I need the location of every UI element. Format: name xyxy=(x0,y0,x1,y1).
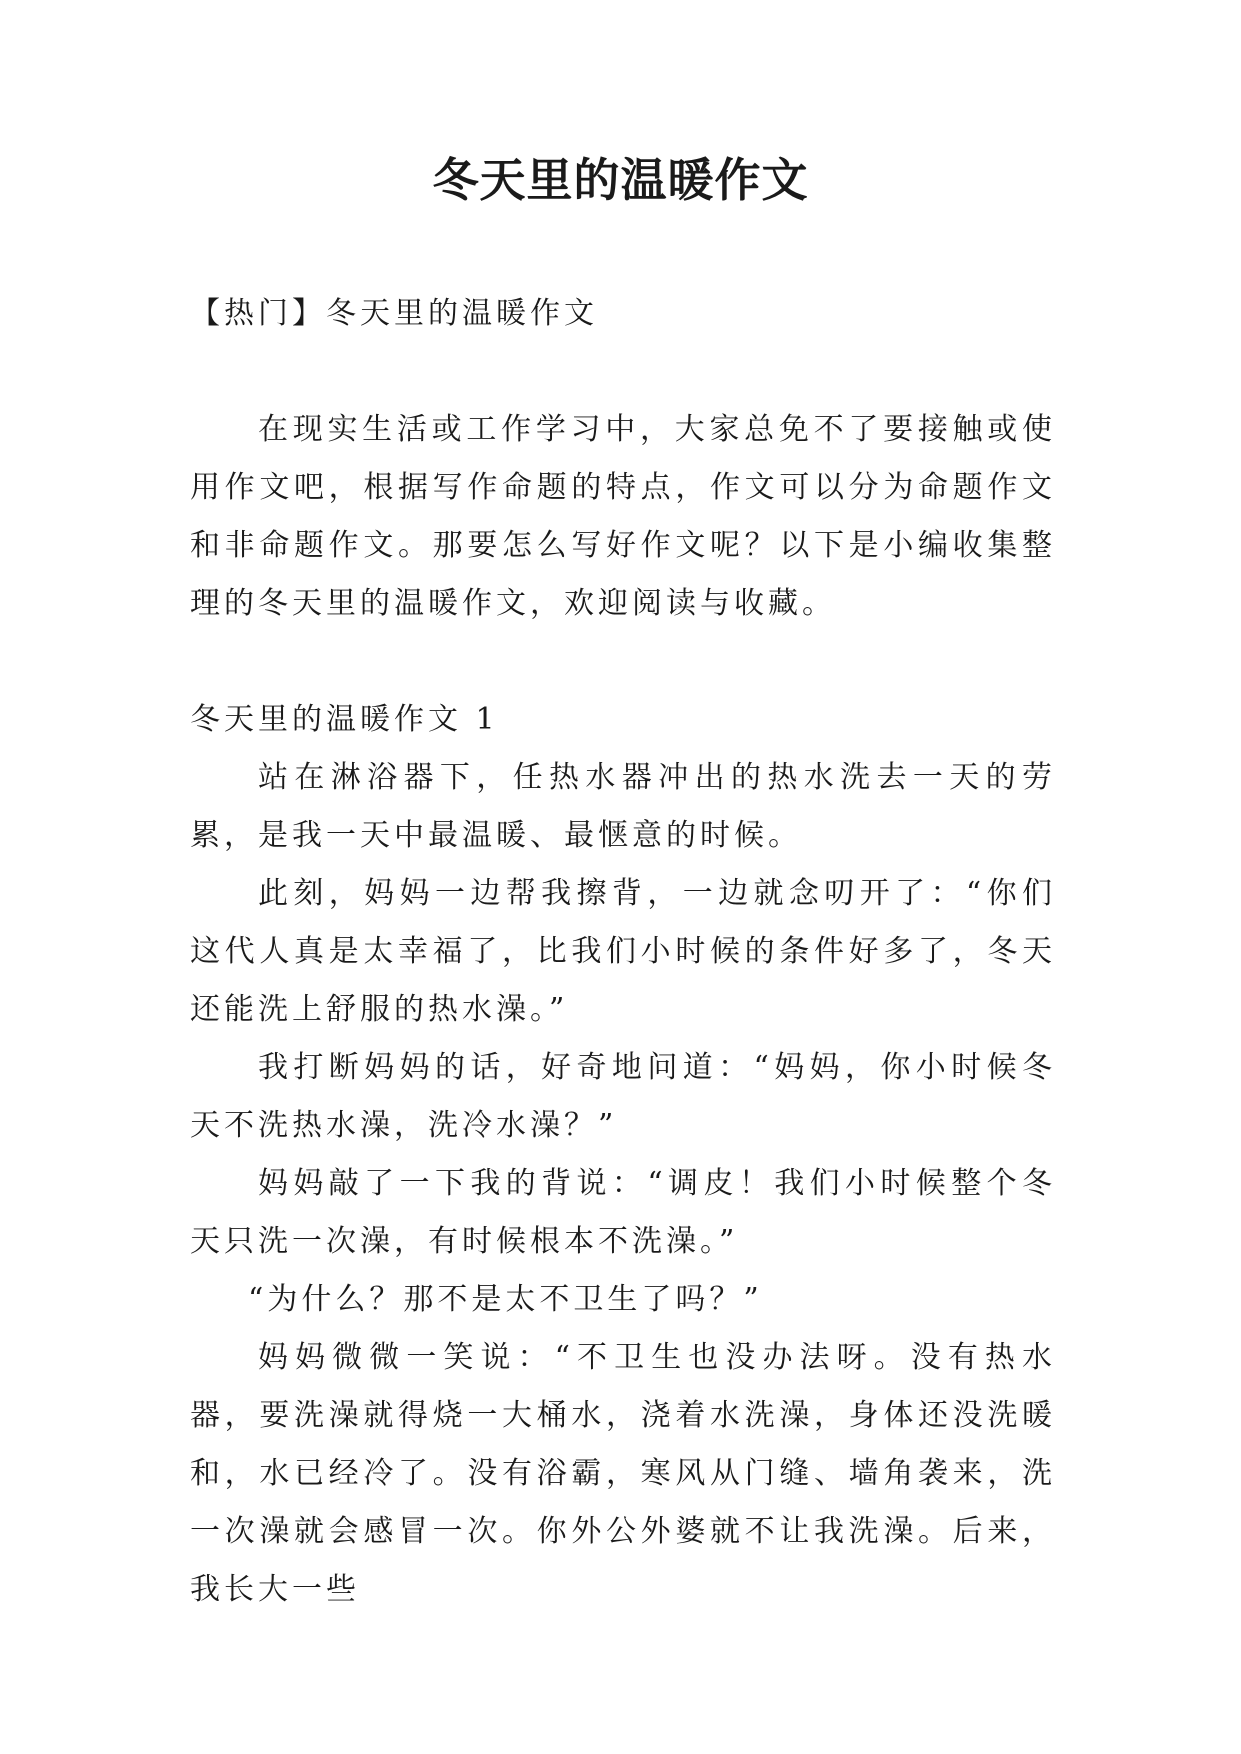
body-paragraph: 此刻，妈妈一边帮我擦背，一边就念叨开了：“你们这代人真是太幸福了，比我们小时候的条件好多了，冬天还能洗上舒服的热水澡。” xyxy=(190,876,1056,1027)
body-paragraph: 站在淋浴器下，任热水器冲出的热水洗去一天的劳累，是我一天中最温暖、最惬意的时候。 xyxy=(190,760,1056,853)
spacer xyxy=(190,343,1056,401)
body-paragraph: 我打断妈妈的话，好奇地问道：“妈妈，你小时候冬天不洗热水澡，洗冷水澡？” xyxy=(190,1050,1056,1143)
document-subtitle: 【热门】冬天里的温暖作文 xyxy=(190,296,598,331)
section-heading: 冬天里的温暖作文 1 xyxy=(190,702,499,737)
body-paragraph: 妈妈微微一笑说：“不卫生也没办法呀。没有热水器，要洗澡就得烧一大桶水，浇着水洗澡，身体还没洗暖和，水已经冷了。没有浴霸，寒风从门缝、墙角袭来，洗一次澡就会感冒一次。你外公外婆就不让我洗澡。后来，我长大一些 xyxy=(190,1340,1056,1607)
body-paragraph: 妈妈敲了一下我的背说：“调皮！我们小时候整个冬天只洗一次澡，有时候根本不洗澡。” xyxy=(190,1166,1056,1259)
spacer xyxy=(190,633,1056,691)
document-title: 冬天里的温暖作文 xyxy=(432,153,809,207)
document-body xyxy=(190,285,1056,1619)
body-paragraph: “为什么？那不是太不卫生了吗？” xyxy=(248,1282,763,1317)
intro-paragraph: 在现实生活或工作学习中，大家总免不了要接触或使用作文吧，根据写作命题的特点，作文可以分为命题作文和非命题作文。那要怎么写好作文呢？以下是小编收集整理的冬天里的温暖作文，欢迎阅读与收藏。 xyxy=(190,412,1056,621)
